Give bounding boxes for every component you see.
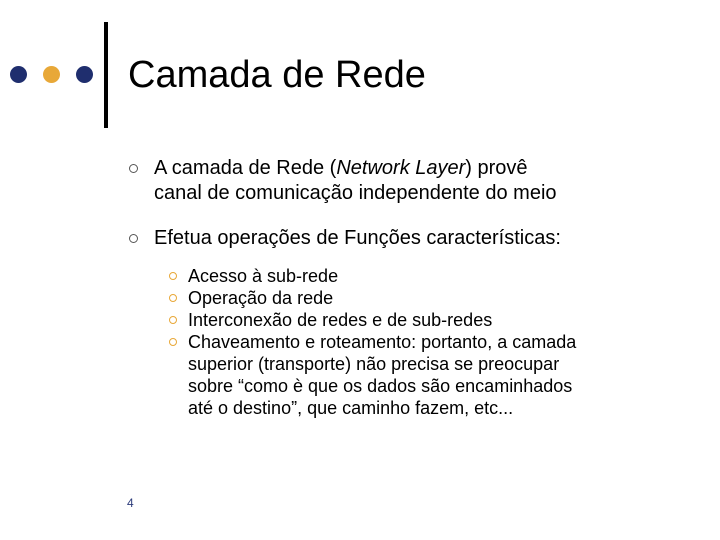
sub-bullet-item bbox=[188, 287, 698, 309]
bullet-text: A camada de Rede ( bbox=[154, 157, 337, 179]
sub-bullet-circle-icon bbox=[169, 316, 177, 324]
bullet-item bbox=[128, 226, 698, 251]
sub-bullet-item bbox=[188, 265, 698, 287]
page-number: 4 bbox=[127, 496, 134, 510]
sub-bullet-circle-icon bbox=[169, 272, 177, 280]
decorative-dots bbox=[10, 66, 96, 84]
bullet-line bbox=[154, 156, 698, 181]
sub-bullet-circle-icon bbox=[169, 338, 177, 346]
sub-bullet-line: Chaveamento e roteamento: portanto, a camada bbox=[188, 332, 577, 352]
sub-bullet-list bbox=[188, 265, 698, 419]
sub-bullet-line: Interconexão de redes e de sub-redes bbox=[188, 310, 493, 330]
bullet-item bbox=[128, 156, 698, 206]
title-divider bbox=[104, 22, 108, 128]
navy-dot-icon bbox=[10, 66, 27, 83]
slide-content bbox=[128, 156, 698, 255]
bullet-text: ) provê bbox=[465, 157, 528, 179]
sub-bullet-item bbox=[188, 331, 698, 419]
sub-bullet-circle-icon bbox=[169, 294, 177, 302]
sub-bullet-line: Acesso à sub-rede bbox=[188, 266, 339, 286]
bullet-circle-icon bbox=[129, 164, 138, 173]
bullet-circle-icon bbox=[129, 234, 138, 243]
navy-dot-icon bbox=[76, 66, 93, 83]
bullet-line: canal de comunicação independente do meio bbox=[154, 182, 557, 204]
sub-bullet-line: sobre “como è que os dados são encaminhados bbox=[188, 376, 573, 396]
sub-bullet-line: até o destino”, que caminho fazem, etc... bbox=[188, 398, 514, 418]
sub-bullet-item bbox=[188, 309, 698, 331]
slide-title: Camada de Rede bbox=[128, 54, 426, 96]
gold-dot-icon bbox=[43, 66, 60, 83]
bullet-italic-text: Network Layer bbox=[336, 157, 466, 179]
sub-bullet-line: superior (transporte) não precisa se preocupar bbox=[188, 354, 560, 374]
sub-bullet-line: Operação da rede bbox=[188, 288, 334, 308]
bullet-line: Efetua operações de Funções características: bbox=[154, 227, 561, 249]
